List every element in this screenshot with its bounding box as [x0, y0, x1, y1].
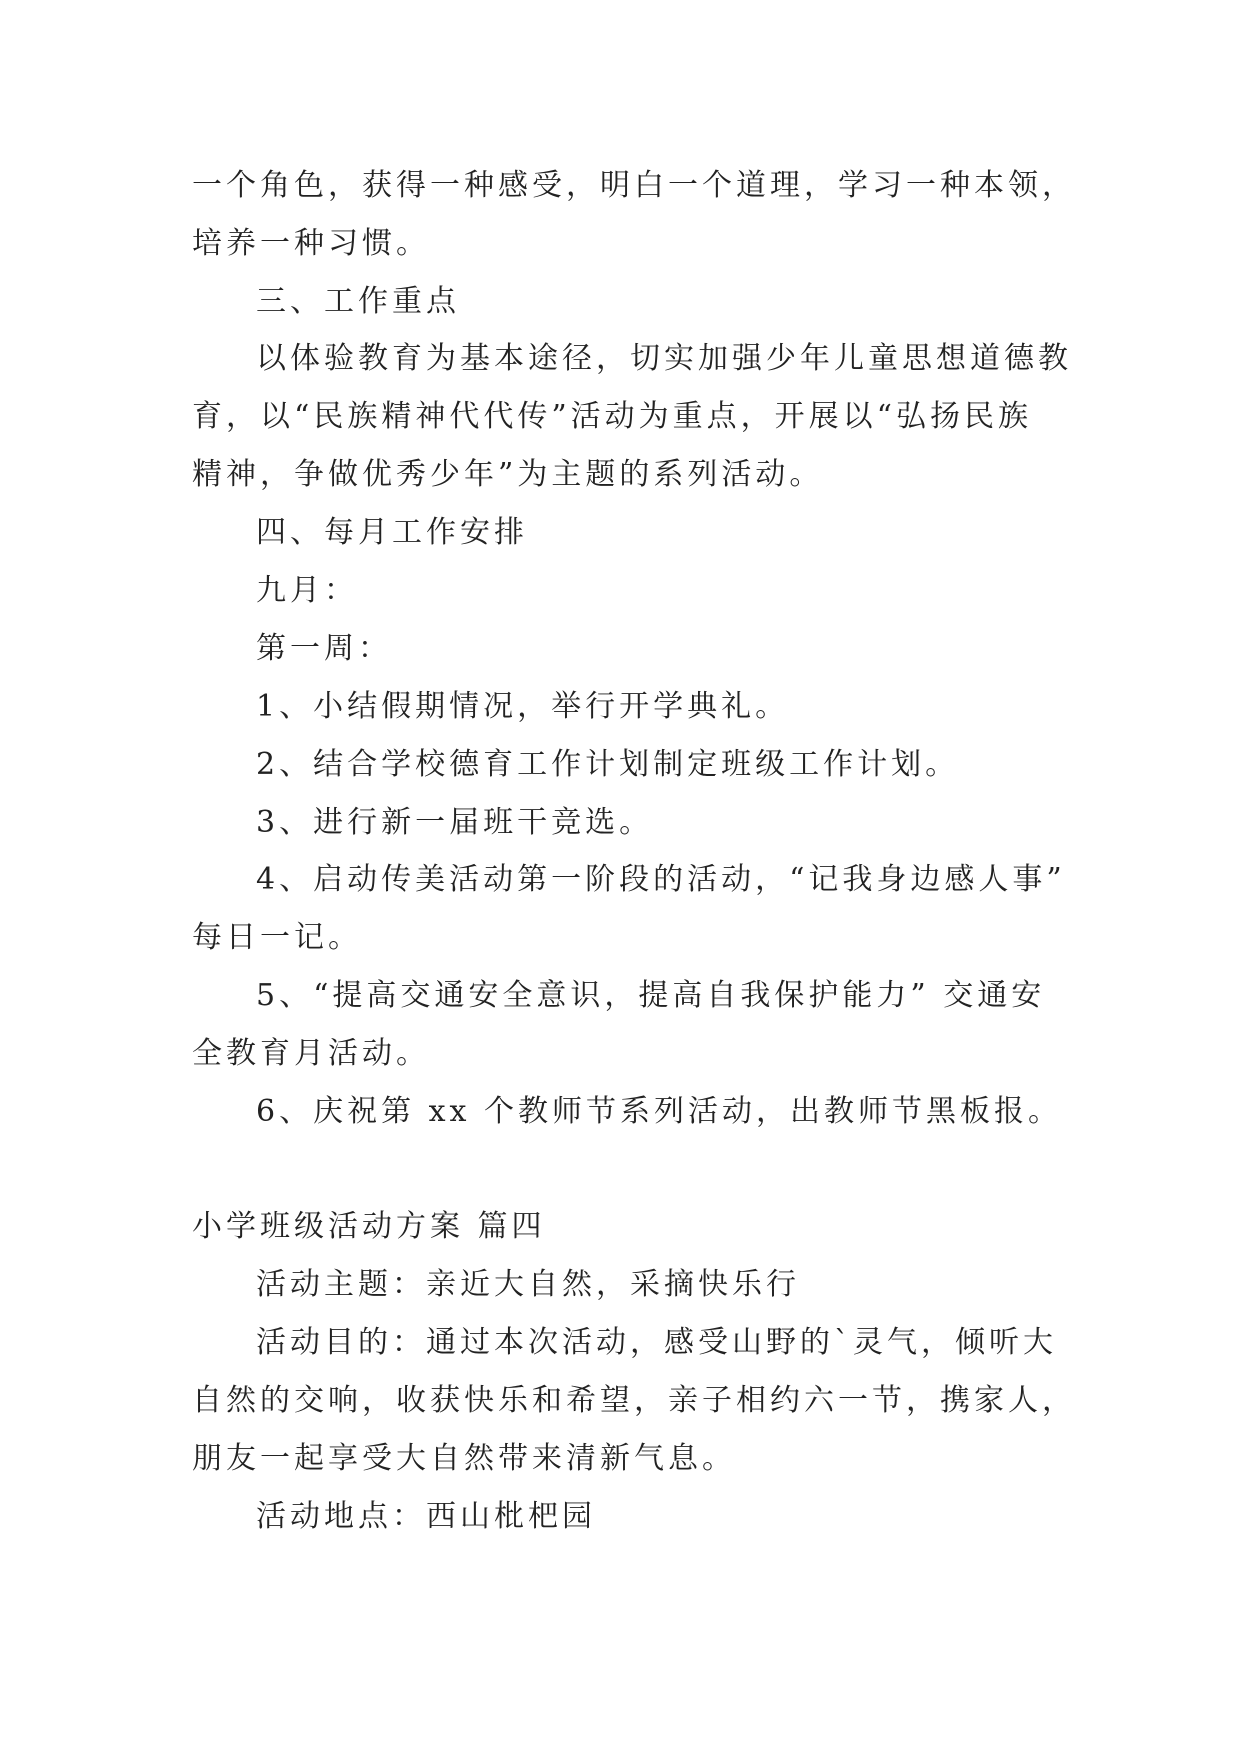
paragraph-line: 以体验教育为基本途径，切实加强少年儿童思想道德教: [256, 341, 1072, 376]
paragraph-line: 培养一种习惯。: [192, 226, 430, 261]
list-item: 5、“提高交通安全意识，提高自我保护能力” 交通安: [256, 978, 1046, 1013]
month-label: 九月：: [256, 573, 358, 608]
week-label: 第一周：: [256, 631, 392, 666]
section-heading: 四、每月工作安排: [256, 515, 528, 550]
list-item: 3、进行新一届班干竞选。: [256, 805, 654, 840]
list-item: 1、小结假期情况，举行开学典礼。: [256, 689, 790, 724]
paragraph-line: 自然的交响，收获快乐和希望，亲子相约六一节，携家人，: [192, 1383, 1076, 1418]
list-item: 6、庆祝第 xx 个教师节系列活动，出教师节黑板报。: [256, 1094, 1062, 1129]
paragraph-line: 活动主题：亲近大自然，采摘快乐行: [256, 1267, 800, 1302]
paragraph-line: 活动目的：通过本次活动，感受山野的`灵气，倾听大: [256, 1325, 1057, 1360]
list-item: 2、结合学校德育工作计划制定班级工作计划。: [256, 747, 960, 782]
list-item: 4、启动传美活动第一阶段的活动，“记我身边感人事”: [256, 862, 1066, 897]
paragraph-line: 育，以“民族精神代代传”活动为重点，开展以“弘扬民族: [192, 399, 1033, 434]
list-item-continuation: 每日一记。: [192, 920, 362, 955]
section-heading: 三、工作重点: [256, 284, 460, 319]
paragraph-line: 活动地点：西山枇杷园: [256, 1499, 596, 1534]
paragraph-line: 精神，争做优秀少年”为主题的系列活动。: [192, 457, 824, 492]
paragraph-line: 朋友一起享受大自然带来清新气息。: [192, 1441, 736, 1476]
section-title: 小学班级活动方案 篇四: [192, 1209, 546, 1244]
paragraph-line: 一个角色，获得一种感受，明白一个道理，学习一种本领，: [192, 168, 1076, 203]
list-item-continuation: 全教育月活动。: [192, 1036, 430, 1071]
